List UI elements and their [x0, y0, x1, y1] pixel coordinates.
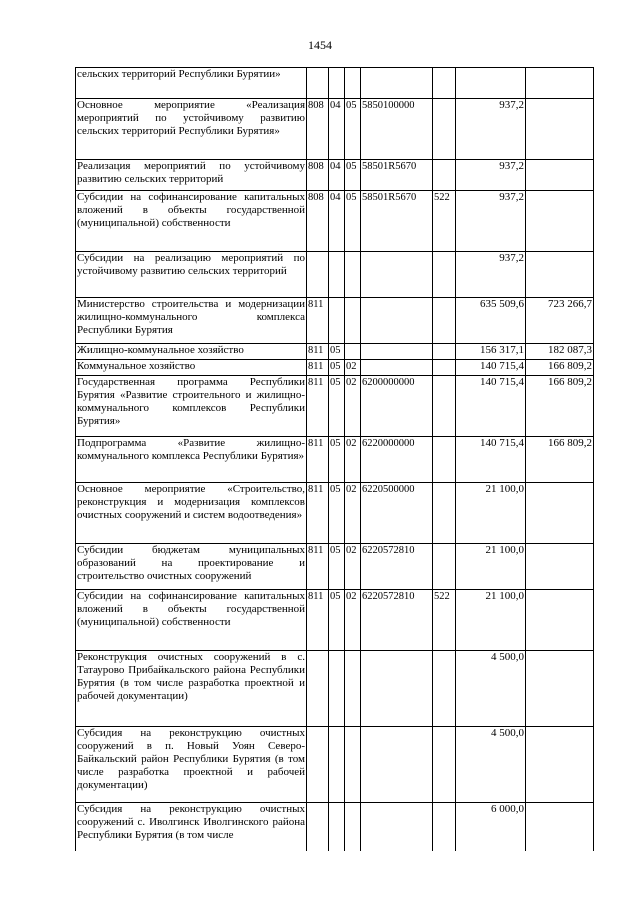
row-section: 04 — [329, 160, 345, 191]
row-amount-1: 4 500,0 — [456, 727, 526, 803]
table-body — [76, 68, 594, 851]
row-amount-2 — [526, 191, 594, 252]
table-row — [76, 252, 594, 298]
row-amount-1: 937,2 — [456, 191, 526, 252]
row-amount-2: 723 266,7 — [526, 298, 594, 344]
row-amount-2 — [526, 651, 594, 727]
row-gov-code — [307, 803, 329, 851]
table-row — [76, 298, 594, 344]
row-target-article — [361, 727, 433, 803]
table-row — [76, 160, 594, 191]
row-section: 05 — [329, 544, 345, 590]
row-name: Основное мероприятие «Реализация мероприятий по устойчивому развитию сельских территорий Республики Бурятия» — [76, 99, 307, 160]
row-target-article: 6220572810 — [361, 544, 433, 590]
row-gov-code: 811 — [307, 483, 329, 544]
row-expense-type — [433, 727, 456, 803]
row-gov-code: 811 — [307, 344, 329, 360]
row-expense-type — [433, 360, 456, 376]
row-target-article — [361, 344, 433, 360]
row-expense-type — [433, 298, 456, 344]
row-section: 04 — [329, 191, 345, 252]
row-name: Субсидии бюджетам муниципальных образований на проектирование и строительство очистных сооружений — [76, 544, 307, 590]
row-amount-2 — [526, 68, 594, 99]
row-section: 05 — [329, 344, 345, 360]
row-amount-2: 166 809,2 — [526, 437, 594, 483]
row-expense-type — [433, 544, 456, 590]
row-target-article — [361, 68, 433, 99]
row-section: 05 — [329, 437, 345, 483]
row-amount-2 — [526, 544, 594, 590]
row-amount-1: 140 715,4 — [456, 376, 526, 437]
table-row — [76, 727, 594, 803]
row-gov-code — [307, 727, 329, 803]
row-section — [329, 252, 345, 298]
row-name: Реализация мероприятий по устойчивому развитию сельских территорий — [76, 160, 307, 191]
row-amount-2 — [526, 252, 594, 298]
row-section: 05 — [329, 360, 345, 376]
row-section — [329, 298, 345, 344]
row-name: Субсидия на реконструкцию очистных сооружений в п. Новый Уоян Северо-Байкальский район Республики Бурятия (в том числе разработка проектной и рабочей документации) — [76, 727, 307, 803]
table-row — [76, 483, 594, 544]
row-section: 04 — [329, 99, 345, 160]
row-target-article — [361, 360, 433, 376]
row-amount-1: 937,2 — [456, 99, 526, 160]
row-gov-code: 811 — [307, 437, 329, 483]
row-subsection: 05 — [345, 99, 361, 160]
row-subsection — [345, 727, 361, 803]
row-subsection: 02 — [345, 437, 361, 483]
row-gov-code: 808 — [307, 191, 329, 252]
row-target-article: 58501R5670 — [361, 160, 433, 191]
row-amount-1 — [456, 68, 526, 99]
row-section — [329, 651, 345, 727]
row-gov-code — [307, 252, 329, 298]
row-subsection — [345, 68, 361, 99]
row-section: 05 — [329, 483, 345, 544]
row-expense-type — [433, 651, 456, 727]
row-name: Государственная программа Республики Бурятия «Развитие строительного и жилищно-коммунального комплексов Республики Бурятия» — [76, 376, 307, 437]
row-amount-2: 166 809,2 — [526, 360, 594, 376]
row-amount-1: 937,2 — [456, 160, 526, 191]
row-amount-1: 937,2 — [456, 252, 526, 298]
row-amount-1: 156 317,1 — [456, 344, 526, 360]
row-gov-code: 808 — [307, 99, 329, 160]
row-gov-code: 811 — [307, 360, 329, 376]
row-gov-code: 811 — [307, 544, 329, 590]
row-name: Основное мероприятие «Строительство, реконструкция и модернизация комплексов очистных сооружений и систем водоотведения» — [76, 483, 307, 544]
row-name: Коммунальное хозяйство — [76, 360, 307, 376]
row-gov-code: 811 — [307, 298, 329, 344]
row-subsection: 02 — [345, 360, 361, 376]
row-amount-2 — [526, 99, 594, 160]
table-row — [76, 191, 594, 252]
row-section — [329, 727, 345, 803]
row-gov-code: 811 — [307, 376, 329, 437]
row-amount-2 — [526, 483, 594, 544]
row-name: Реконструкция очистных сооружений в с. Татаурово Прибайкальского района Республики Бурятия (в том числе разработка проектной и рабочей документации) — [76, 651, 307, 727]
row-expense-type — [433, 68, 456, 99]
table-row — [76, 590, 594, 651]
row-name: сельских территорий Республики Бурятии» — [76, 68, 307, 99]
row-subsection — [345, 344, 361, 360]
row-target-article: 5850100000 — [361, 99, 433, 160]
row-name: Министерство строительства и модернизации жилищно-коммунального комплекса Республики Бурятия — [76, 298, 307, 344]
row-subsection: 02 — [345, 483, 361, 544]
row-amount-1: 21 100,0 — [456, 544, 526, 590]
row-section — [329, 803, 345, 851]
row-expense-type — [433, 344, 456, 360]
row-expense-type: 522 — [433, 191, 456, 252]
row-amount-1: 140 715,4 — [456, 437, 526, 483]
row-amount-1: 4 500,0 — [456, 651, 526, 727]
row-expense-type — [433, 376, 456, 437]
row-amount-1: 140 715,4 — [456, 360, 526, 376]
row-amount-1: 635 509,6 — [456, 298, 526, 344]
row-target-article — [361, 803, 433, 851]
row-expense-type — [433, 99, 456, 160]
row-target-article: 6220572810 — [361, 590, 433, 651]
row-expense-type — [433, 803, 456, 851]
row-expense-type — [433, 160, 456, 191]
row-target-article: 6200000000 — [361, 376, 433, 437]
row-subsection: 02 — [345, 544, 361, 590]
table-row — [76, 437, 594, 483]
row-target-article — [361, 298, 433, 344]
row-amount-2 — [526, 160, 594, 191]
table-row — [76, 651, 594, 727]
budget-table — [75, 67, 594, 851]
row-target-article: 6220500000 — [361, 483, 433, 544]
row-amount-2 — [526, 727, 594, 803]
row-amount-1: 21 100,0 — [456, 483, 526, 544]
row-gov-code: 811 — [307, 590, 329, 651]
row-expense-type: 522 — [433, 590, 456, 651]
row-subsection — [345, 803, 361, 851]
row-amount-2: 166 809,2 — [526, 376, 594, 437]
table-row — [76, 99, 594, 160]
row-subsection: 05 — [345, 191, 361, 252]
row-subsection: 02 — [345, 376, 361, 437]
row-gov-code: 808 — [307, 160, 329, 191]
table-row — [76, 344, 594, 360]
row-section — [329, 68, 345, 99]
row-amount-1: 6 000,0 — [456, 803, 526, 851]
row-amount-2 — [526, 803, 594, 851]
page-number: 1454 — [308, 38, 332, 52]
row-subsection — [345, 298, 361, 344]
row-subsection: 05 — [345, 160, 361, 191]
row-subsection: 02 — [345, 590, 361, 651]
row-name: Субсидии на реализацию мероприятий по устойчивому развитию сельских территорий — [76, 252, 307, 298]
row-gov-code — [307, 651, 329, 727]
row-subsection — [345, 252, 361, 298]
row-expense-type — [433, 252, 456, 298]
row-target-article — [361, 252, 433, 298]
table-row — [76, 376, 594, 437]
row-name: Субсидия на реконструкцию очистных сооружений с. Иволгинск Иволгинского района Республики Бурятия (в том числе — [76, 803, 307, 851]
row-target-article: 6220000000 — [361, 437, 433, 483]
row-name: Субсидии на софинансирование капитальных вложений в объекты государственной (муниципальной) собственности — [76, 191, 307, 252]
row-section: 05 — [329, 590, 345, 651]
row-name: Жилищно-коммунальное хозяйство — [76, 344, 307, 360]
row-name: Субсидии на софинансирование капитальных вложений в объекты государственной (муниципальной) собственности — [76, 590, 307, 651]
row-amount-2 — [526, 590, 594, 651]
row-section: 05 — [329, 376, 345, 437]
row-expense-type — [433, 483, 456, 544]
row-target-article: 58501R5670 — [361, 191, 433, 252]
table-row — [76, 544, 594, 590]
row-amount-1: 21 100,0 — [456, 590, 526, 651]
table-row — [76, 360, 594, 376]
row-amount-2: 182 087,3 — [526, 344, 594, 360]
row-name: Подпрограмма «Развитие жилищно-коммунального комплекса Республики Бурятия» — [76, 437, 307, 483]
row-expense-type — [433, 437, 456, 483]
row-gov-code — [307, 68, 329, 99]
table-row — [76, 803, 594, 851]
row-target-article — [361, 651, 433, 727]
table-row — [76, 68, 594, 99]
row-subsection — [345, 651, 361, 727]
